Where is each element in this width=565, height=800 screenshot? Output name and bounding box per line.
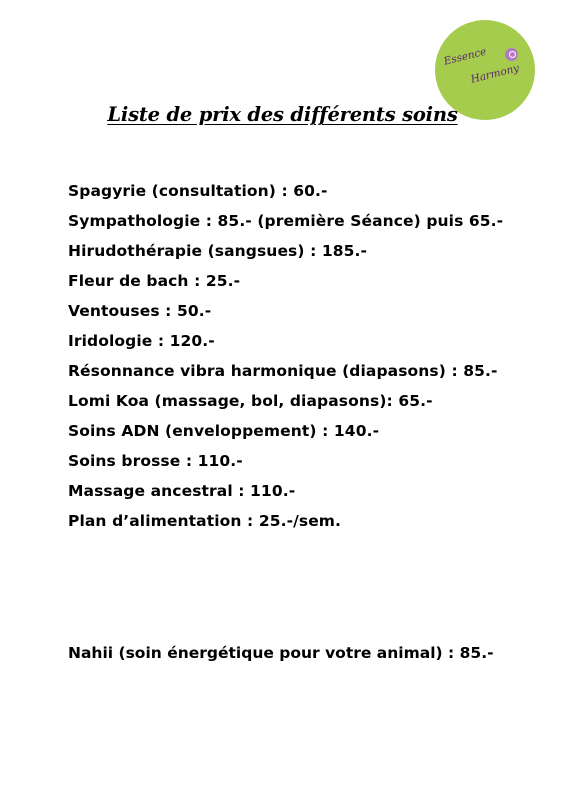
treatment-price: 85.- <box>459 644 494 662</box>
price-item-iridologie: Iridologie : 120.- <box>68 332 215 350</box>
treatment-price: 60.- <box>293 182 328 200</box>
treatment-price: 120.- <box>169 332 215 350</box>
price-item-soins-brosse: Soins brosse : 110.- <box>68 452 243 470</box>
treatment-price: 110.- <box>250 482 296 500</box>
treatment-name: Massage ancestral <box>68 482 233 500</box>
treatment-name: Soins brosse <box>68 452 181 470</box>
treatment-name: Nahii (soin énergétique pour votre animal) <box>68 644 443 662</box>
price-item-ventouses: Ventouses : 50.- <box>68 302 212 320</box>
treatment-name: Spagyrie (consultation) <box>68 182 276 200</box>
treatment-name: Iridologie <box>68 332 153 350</box>
treatment-name: Ventouses <box>68 302 160 320</box>
treatment-price: 25.- <box>205 272 241 290</box>
treatment-name: Lomi Koa (massage, bol, diapasons) <box>68 392 387 410</box>
treatment-price: 25.-/sem. <box>258 512 342 530</box>
price-item-plan-alimentation: Plan d’alimentation : 25.-/sem. <box>68 512 342 530</box>
treatment-name: Sympathologie <box>68 212 201 230</box>
price-item-nahii: Nahii (soin énergétique pour votre animal) : 85.- <box>68 644 494 662</box>
price-item-massage-ancestral: Massage ancestral : 110.- <box>68 482 296 500</box>
treatment-price: 65.- <box>398 392 433 410</box>
treatment-name: Résonnance vibra harmonique (diapasons) <box>68 362 446 380</box>
treatment-price: 140.- <box>333 422 380 440</box>
page-title: Liste de prix des différents soins <box>107 103 458 126</box>
price-item-resonnance: Résonnance vibra harmonique (diapasons) : 85.- <box>68 362 498 380</box>
price-item-spagyrie: Spagyrie (consultation) : 60.- <box>68 182 328 200</box>
price-item-fleur-de-bach: Fleur de bach : 25.- <box>68 272 241 290</box>
treatment-price: 110.- <box>197 452 243 470</box>
treatment-price: 185.- <box>321 242 368 260</box>
treatment-name: Fleur de bach <box>68 272 189 290</box>
price-list <box>68 180 538 540</box>
logo-text-line-1: Essence <box>442 45 488 68</box>
treatment-name: Hirudothérapie (sangsues) <box>68 242 305 260</box>
price-item-soins-adn: Soins ADN (enveloppement) : 140.- <box>68 422 380 440</box>
treatment-price: 50.- <box>176 302 212 320</box>
treatment-price: 85.- <box>463 362 498 380</box>
price-item-hirudotherapie: Hirudothérapie (sangsues) : 185.- <box>68 242 368 260</box>
price-item-sympathologie: Sympathologie : 85.- (première Séance) puis 65.- <box>68 212 504 230</box>
price-item-lomi-koa: Lomi Koa (massage, bol, diapasons): 65.- <box>68 392 433 410</box>
logo-text-line-2: Harmony <box>469 62 521 86</box>
logo-emblem-icon <box>505 48 518 61</box>
treatment-name: Soins ADN (enveloppement) <box>68 422 317 440</box>
treatment-price: 85.- (première Séance) puis 65.- <box>217 212 504 230</box>
treatment-name: Plan d’alimentation <box>68 512 242 530</box>
